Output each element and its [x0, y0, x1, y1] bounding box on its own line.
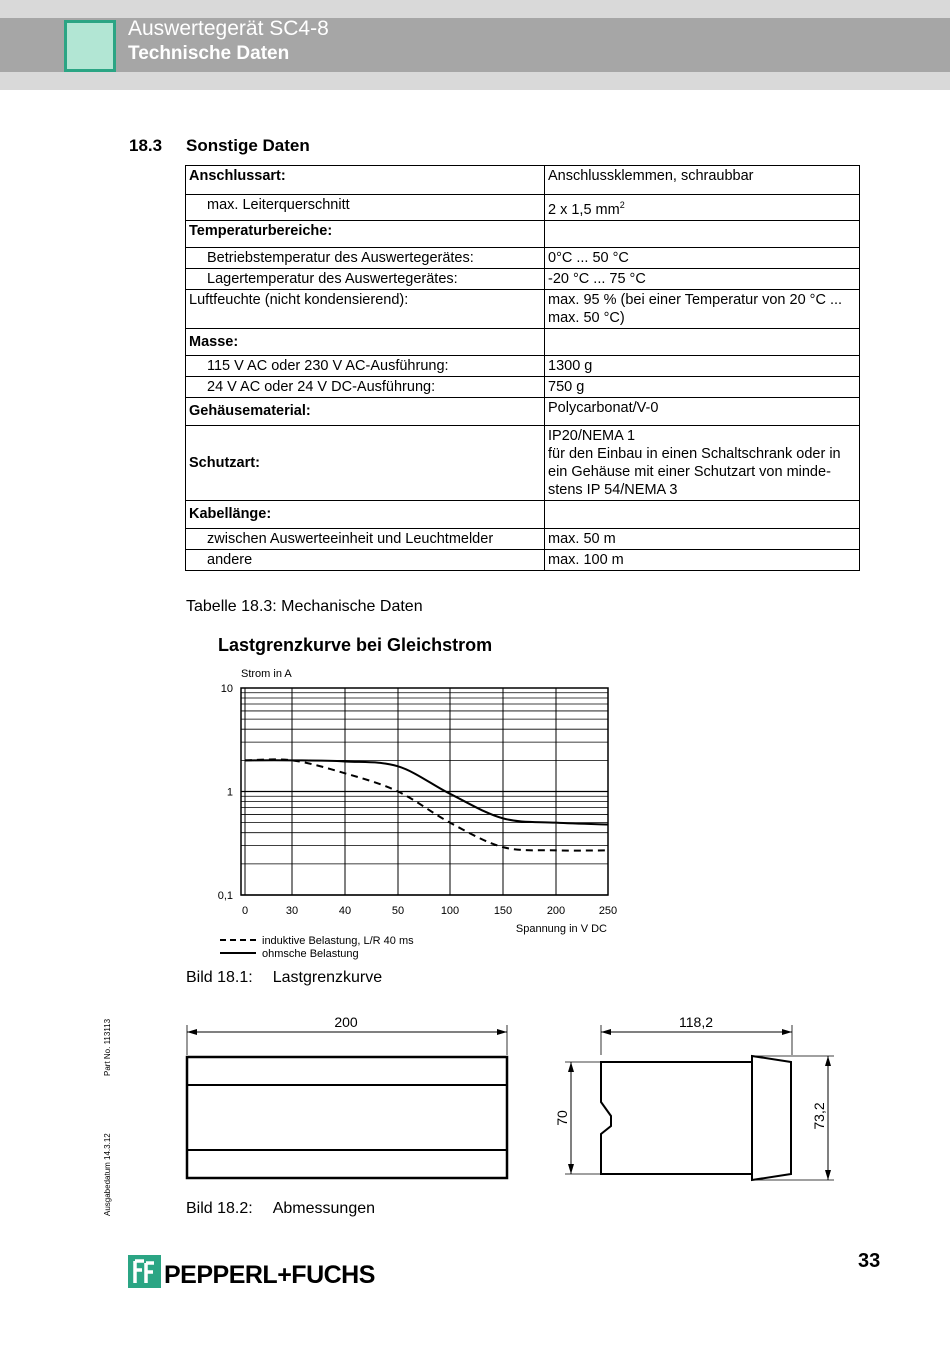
table-row	[186, 528, 860, 549]
x-tick-label: 150	[493, 905, 513, 917]
table-row	[186, 425, 860, 500]
table-row	[186, 247, 860, 268]
x-axis-label: Spannung in V DC	[515, 923, 607, 935]
spec-table	[185, 165, 860, 571]
side-issue-date: Ausgabedatum 14.3.12	[103, 1133, 112, 1216]
x-tick-label: 30	[285, 905, 299, 917]
row-value-line: für den Einbau in einen Schaltschrank oder in	[548, 445, 841, 462]
x-tick-label: 200	[546, 905, 566, 917]
x-tick-labels	[242, 905, 617, 917]
row-label: Schutzart:	[186, 425, 545, 500]
row-label: Masse:	[186, 328, 545, 355]
row-value	[545, 289, 860, 328]
table-row	[186, 376, 860, 397]
row-value: -20 °C ... 75 °C	[545, 268, 860, 289]
section-number: 18.3	[129, 136, 163, 155]
row-value-line: max. 50 °C)	[548, 309, 625, 326]
table-row	[186, 289, 860, 328]
figure-2-number: Bild 18.2:	[186, 1200, 253, 1217]
row-value	[545, 425, 860, 500]
x-tick-label: 50	[391, 905, 405, 917]
figure-1-title: Lastgrenzkurve	[272, 969, 383, 986]
y-tick-labels	[218, 683, 233, 902]
page-number: 33	[858, 1250, 881, 1272]
table-row	[186, 355, 860, 376]
row-label: zwischen Auswerteeinheit und Leuchtmelder	[186, 528, 545, 549]
x-tick-label: 250	[598, 905, 618, 917]
row-label: Anschlussart:	[186, 166, 545, 195]
y-tick-label: 1	[226, 786, 233, 799]
table-row	[186, 195, 860, 221]
row-value	[545, 328, 860, 355]
row-value-text: 2 x 1,5 mm	[548, 201, 620, 218]
section-title: Sonstige Daten	[186, 136, 310, 155]
dimensions-drawing	[180, 1010, 850, 1195]
row-value	[545, 195, 860, 221]
figure-2-title: Abmessungen	[272, 1200, 376, 1217]
row-label: Luftfeuchte (nicht kondensierend):	[186, 289, 545, 328]
legend-label: ohmsche Belastung	[262, 948, 359, 960]
row-value-line: ein Gehäuse mit einer Schutzart von minde-	[548, 463, 831, 480]
row-value	[545, 500, 860, 528]
chart-series	[245, 759, 608, 850]
x-tick-label: 0	[241, 905, 249, 917]
y-axis-label: Strom in A	[241, 668, 292, 680]
height-73-dim-value: 73,2	[811, 1102, 827, 1130]
row-label: max. Leiterquerschnitt	[186, 195, 545, 221]
width-dim-value: 200	[334, 1014, 358, 1030]
y-tick-label: 10	[220, 683, 233, 695]
table-row	[186, 166, 860, 195]
x-tick-label: 100	[440, 905, 460, 917]
row-label: Betriebstemperatur des Auswertegerätes:	[186, 247, 545, 268]
row-value: 0°C ... 50 °C	[545, 247, 860, 268]
chart-grid	[241, 688, 608, 895]
row-value-line: stens IP 54/NEMA 3	[548, 481, 678, 498]
housing-cover	[752, 1056, 791, 1180]
table-row	[186, 500, 860, 528]
row-value: max. 100 m	[545, 549, 860, 570]
housing-front	[187, 1057, 507, 1178]
table-row	[186, 549, 860, 570]
row-label: 24 V AC oder 24 V DC-Ausführung:	[186, 376, 545, 397]
chart-title: Lastgrenzkurve bei Gleichstrom	[218, 635, 493, 655]
row-value-line: IP20/NEMA 1	[548, 427, 636, 444]
legend-label: induktive Belastung, L/R 40 ms	[262, 935, 414, 947]
logo-wordmark: PEPPERL+FUCHS	[164, 1261, 375, 1289]
row-label: andere	[186, 549, 545, 570]
table-row	[186, 328, 860, 355]
depth-dim-value: 118,2	[679, 1014, 713, 1030]
row-label: Gehäusematerial:	[186, 397, 545, 425]
figure-1-number: Bild 18.1:	[186, 969, 253, 986]
table-row	[186, 268, 860, 289]
row-label: Temperaturbereiche:	[186, 220, 545, 247]
side-part-number: Part No. 113113	[103, 1018, 112, 1076]
row-value-line: max. 95 % (bei einer Temperatur von 20 °C ...	[548, 291, 843, 308]
row-value-superscript: 2	[619, 200, 625, 210]
y-tick-label: 0,1	[217, 890, 233, 902]
row-label: Lagertemperatur des Auswertegerätes:	[186, 268, 545, 289]
series-inductive-line	[245, 759, 608, 850]
table-caption: Tabelle 18.3: Mechanische Daten	[186, 598, 423, 615]
document-title: Auswertegerät SC4-8	[128, 17, 329, 40]
row-value: max. 50 m	[545, 528, 860, 549]
load-limit-chart	[200, 660, 640, 965]
table-row	[186, 220, 860, 247]
row-value: 750 g	[545, 376, 860, 397]
chart-legend	[220, 935, 414, 960]
row-label: 115 V AC oder 230 V AC-Ausführung:	[186, 355, 545, 376]
table-row	[186, 397, 860, 425]
row-value	[545, 220, 860, 247]
height-70-dim-value: 70	[554, 1110, 570, 1126]
document-subtitle: Technische Daten	[128, 43, 290, 64]
housing-side	[601, 1062, 752, 1174]
logo-icon	[128, 1255, 161, 1288]
figure-1-caption	[186, 969, 382, 987]
row-value: Anschlussklemmen, schraubbar	[545, 166, 860, 195]
header-logo-square	[64, 20, 116, 72]
logo-glyph-icon	[128, 1255, 161, 1288]
row-value: Polycarbonat/V-0	[545, 397, 860, 425]
figure-2-caption	[186, 1200, 375, 1218]
row-value: 1300 g	[545, 355, 860, 376]
x-tick-label: 40	[338, 905, 352, 917]
row-label: Kabellänge:	[186, 500, 545, 528]
